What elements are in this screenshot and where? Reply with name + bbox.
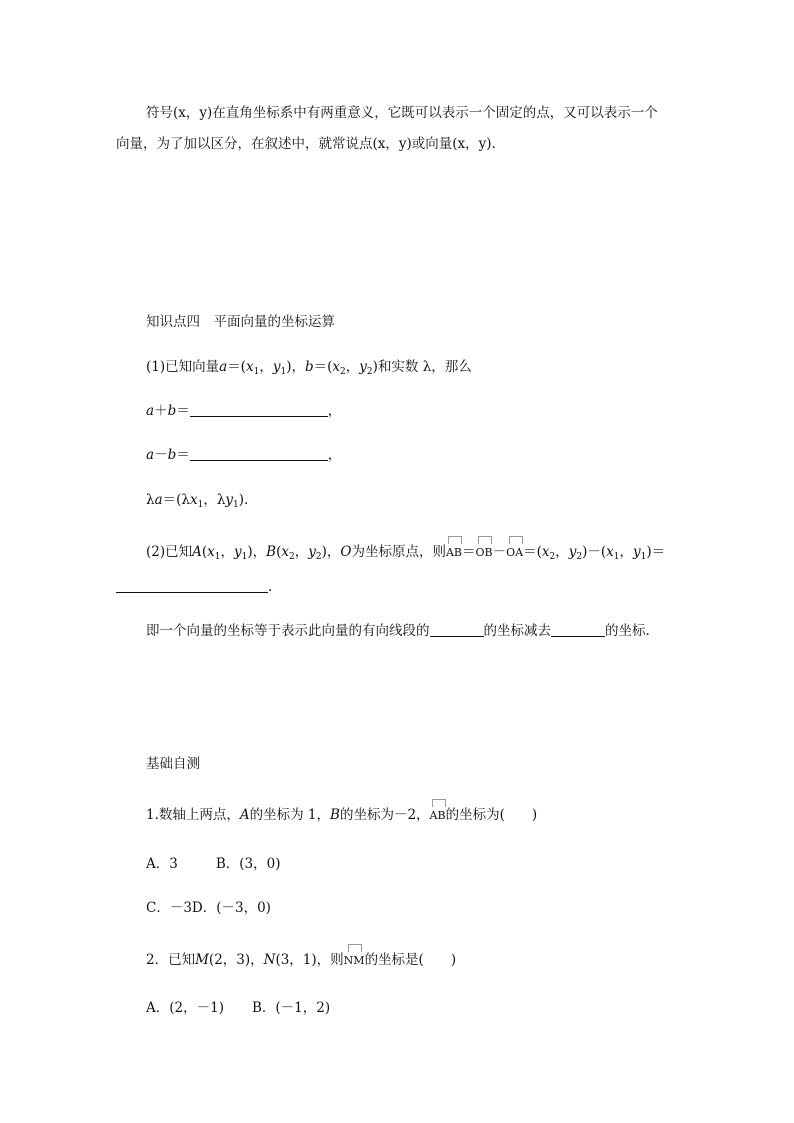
vector-nm: NM <box>344 952 365 970</box>
section-title: 知识点四 平面向量的坐标运算 <box>146 314 335 330</box>
vector-ab: AB <box>430 807 446 825</box>
option-b[interactable]: B．(－1，2) <box>251 1000 331 1016</box>
sum-formula: a＋b＝ ， <box>146 403 342 419</box>
answer-blank[interactable] <box>551 622 605 637</box>
difference-formula: a－b＝ ， <box>146 447 342 463</box>
item-2-answer: . <box>116 578 272 596</box>
option-b[interactable]: B．(3，0) <box>215 856 281 872</box>
question-2-options-ab <box>146 999 330 1017</box>
question-1: 1.数轴上两点，A的坐标为 1，B的坐标为－2，AB的坐标为( ) <box>146 807 538 823</box>
question-1-options-ab <box>146 855 280 873</box>
summary-line: 即一个向量的坐标等于表示此向量的有向线段的 的坐标减去 的坐标. <box>146 623 650 639</box>
option-a[interactable]: A．(2，－1) <box>146 1000 224 1016</box>
item-1: (1)已知向量$a=(x_1$，$y_1$)，$b=(x_2$，$y_2$)和实数 λ，那么 <box>146 359 472 377</box>
question-2: 2．已知M(2，3)，N(3，1)，则NM的坐标是( ) <box>146 952 457 968</box>
vector-oa: OA <box>506 544 523 562</box>
option-a[interactable]: A．3 <box>146 856 178 872</box>
item-2: (2)已知$A(x_1$，$y_1$)，$B(x_2$，$y_2$)，O为坐标原点，则$AB=OB-OA=(x_2$，$y_2)-(x_1$，$y_1)=$ <box>146 544 666 562</box>
intro-line-1: 符号(x，y)在直角坐标系中有两重意义，它既可以表示一个固定的点，又可以表示一个 <box>146 105 658 121</box>
vector-ab: AB <box>446 544 462 562</box>
answer-blank[interactable] <box>116 578 268 593</box>
intro-line-2: 向量，为了加以区分，在叙述中，就常说点(x，y)或向量(x，y). <box>116 136 496 152</box>
answer-blank[interactable] <box>430 622 484 637</box>
answer-blank[interactable] <box>190 446 328 461</box>
vector-ob: OB <box>476 544 493 562</box>
scalar-formula: $\lambda a=(\lambda x_1$，$\lambda y_1$). <box>146 492 249 510</box>
selftest-title: 基础自测 <box>146 756 200 772</box>
question-1-options-cd[interactable]: C．－3D．(－3，0) <box>146 900 271 916</box>
answer-blank[interactable] <box>190 402 328 417</box>
